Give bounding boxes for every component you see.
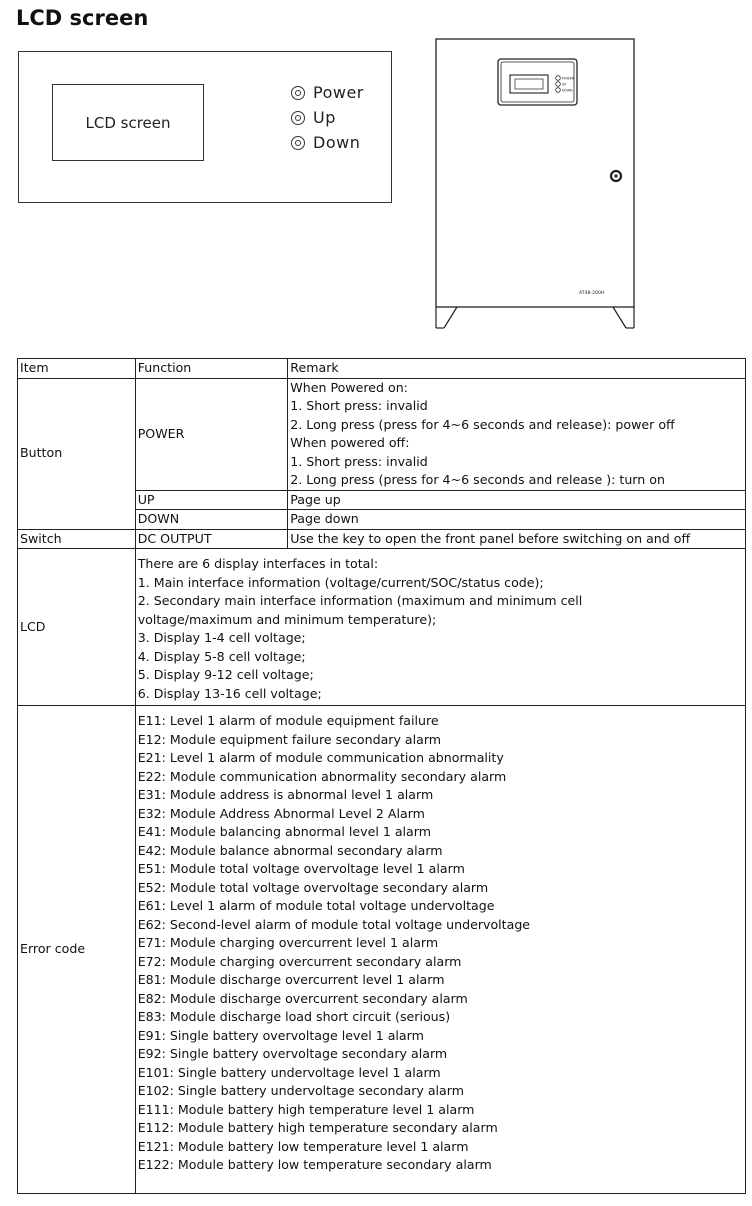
lcd-line: 1. Main interface information (voltage/current/SOC/status code); (137, 574, 544, 590)
error-code-line: E72: Module charging overcurrent secondary alarm (137, 953, 462, 969)
lcd-line: voltage/maximum and minimum temperature); (137, 611, 437, 627)
error-code-line: E111: Module battery high temperature level 1 alarm (137, 1101, 475, 1117)
error-code-line: E42: Module balance abnormal secondary alarm (137, 842, 443, 858)
lcd-line: 2. Secondary main interface information (maximum and minimum cell (137, 593, 583, 608)
lcd-line: 4. Display 5-8 cell voltage; (137, 648, 306, 664)
error-code-line: E21: Level 1 alarm of module communication abnormality (137, 750, 504, 765)
function-up: UP (135, 490, 288, 510)
down-button-label: Down (313, 133, 361, 152)
table-row-button-power (18, 378, 746, 490)
mini-up-label: UP (562, 82, 567, 87)
mini-down-button-icon (556, 88, 561, 93)
table-row-error-code (18, 706, 746, 1194)
item-error-code: Error code (18, 706, 136, 1194)
lcd-line: 5. Display 9-12 cell voltage; (137, 667, 314, 682)
down-button-icon (291, 136, 305, 150)
error-code-line: E81: Module discharge overcurrent level 1 alarm (137, 972, 445, 987)
error-code-line: E82: Module discharge overcurrent secondary alarm (137, 990, 468, 1006)
lcd-line: There are 6 display interfaces in total: (137, 556, 379, 571)
error-code-line: E83: Module discharge load short circuit (serious) (137, 1009, 451, 1024)
error-code-line: E62: Second-level alarm of module total voltage undervoltage (137, 916, 531, 932)
header-item: Item (18, 359, 136, 379)
up-button-label: Up (313, 108, 336, 127)
item-button: Button (18, 378, 136, 529)
error-code-line: E102: Single battery undervoltage secondary alarm (137, 1083, 464, 1098)
remark-line: 2. Long press (press for 4~6 seconds and release): power off (290, 416, 675, 432)
error-code-line: E41: Module balancing abnormal level 1 alarm (137, 824, 431, 839)
key-lock-icon (611, 171, 621, 181)
mini-power-button-icon (556, 76, 561, 81)
function-power: POWER (135, 378, 288, 490)
item-switch: Switch (18, 529, 136, 549)
power-button-label: Power (313, 83, 364, 102)
remark-up: Page up (288, 490, 746, 510)
cabinet-control-panel (498, 59, 577, 105)
error-code-line: E32: Module Address Abnormal Level 2 Alarm (137, 805, 425, 821)
function-down: DOWN (135, 510, 288, 530)
error-code-line: E112: Module battery high temperature secondary alarm (137, 1120, 498, 1135)
error-code-line: E122: Module battery low temperature secondary alarm (137, 1157, 492, 1172)
table-row-switch (18, 529, 746, 549)
error-code-line: E12: Module equipment failure secondary alarm (137, 731, 442, 747)
table-header-row (18, 359, 746, 379)
remark-line: When powered off: (290, 435, 410, 450)
error-code-line: E31: Module address is abnormal level 1 alarm (137, 787, 434, 802)
remark-line: 1. Short press: invalid (290, 398, 428, 413)
header-remark: Remark (288, 359, 746, 379)
mini-lcd-screen (510, 75, 548, 93)
panel-button-list (291, 80, 364, 155)
front-panel-diagram (18, 51, 392, 203)
error-code-line: E101: Single battery undervoltage level 1 alarm (137, 1064, 441, 1080)
remark-switch: Use the key to open the front panel before switching on and off (288, 529, 746, 549)
mini-down-label: DOWN (562, 88, 573, 93)
error-code-line: E121: Module battery low temperature level 1 alarm (137, 1138, 469, 1154)
page-title: LCD screen (16, 6, 149, 30)
up-button-legend (291, 105, 364, 130)
error-code-line: E51: Module total voltage overvoltage level 1 alarm (137, 861, 465, 876)
remark-power (288, 378, 746, 490)
power-button-icon (291, 86, 305, 100)
error-code-line: E61: Level 1 alarm of module total voltage undervoltage (137, 898, 495, 913)
error-code-line: E11: Level 1 alarm of module equipment failure (137, 713, 439, 728)
error-code-line: E52: Module total voltage overvoltage secondary alarm (137, 879, 489, 895)
error-code-list (135, 706, 745, 1194)
table-row-lcd (18, 549, 746, 706)
power-button-legend (291, 80, 364, 105)
function-dc-output: DC OUTPUT (135, 529, 288, 549)
lcd-line: 3. Display 1-4 cell voltage; (137, 630, 306, 645)
spec-table (17, 358, 746, 1194)
header-function: Function (135, 359, 288, 379)
error-code-line: E92: Single battery overvoltage secondary alarm (137, 1046, 448, 1061)
error-code-line: E71: Module charging overcurrent level 1 alarm (137, 935, 439, 950)
remark-down: Page down (288, 510, 746, 530)
error-code-line: E22: Module communication abnormality secondary alarm (137, 768, 507, 784)
cabinet-feet (436, 307, 634, 328)
up-button-icon (291, 111, 305, 125)
model-label: AT48-200H (579, 291, 605, 296)
lcd-line: 6. Display 13-16 cell voltage; (137, 685, 322, 701)
battery-cabinet-drawing (434, 38, 636, 332)
lcd-screen-box: LCD screen (52, 84, 204, 161)
error-code-line: E91: Single battery overvoltage level 1 alarm (137, 1027, 424, 1043)
mini-power-label: POWER (562, 76, 574, 81)
mini-up-button-icon (556, 82, 561, 87)
down-button-legend (291, 130, 364, 155)
item-lcd: LCD (18, 549, 136, 706)
remark-line: 2. Long press (press for 4~6 seconds and release ): turn on (290, 472, 665, 487)
remark-line: 1. Short press: invalid (290, 453, 428, 469)
lcd-description (135, 549, 745, 706)
remark-line: When Powered on: (290, 379, 408, 395)
